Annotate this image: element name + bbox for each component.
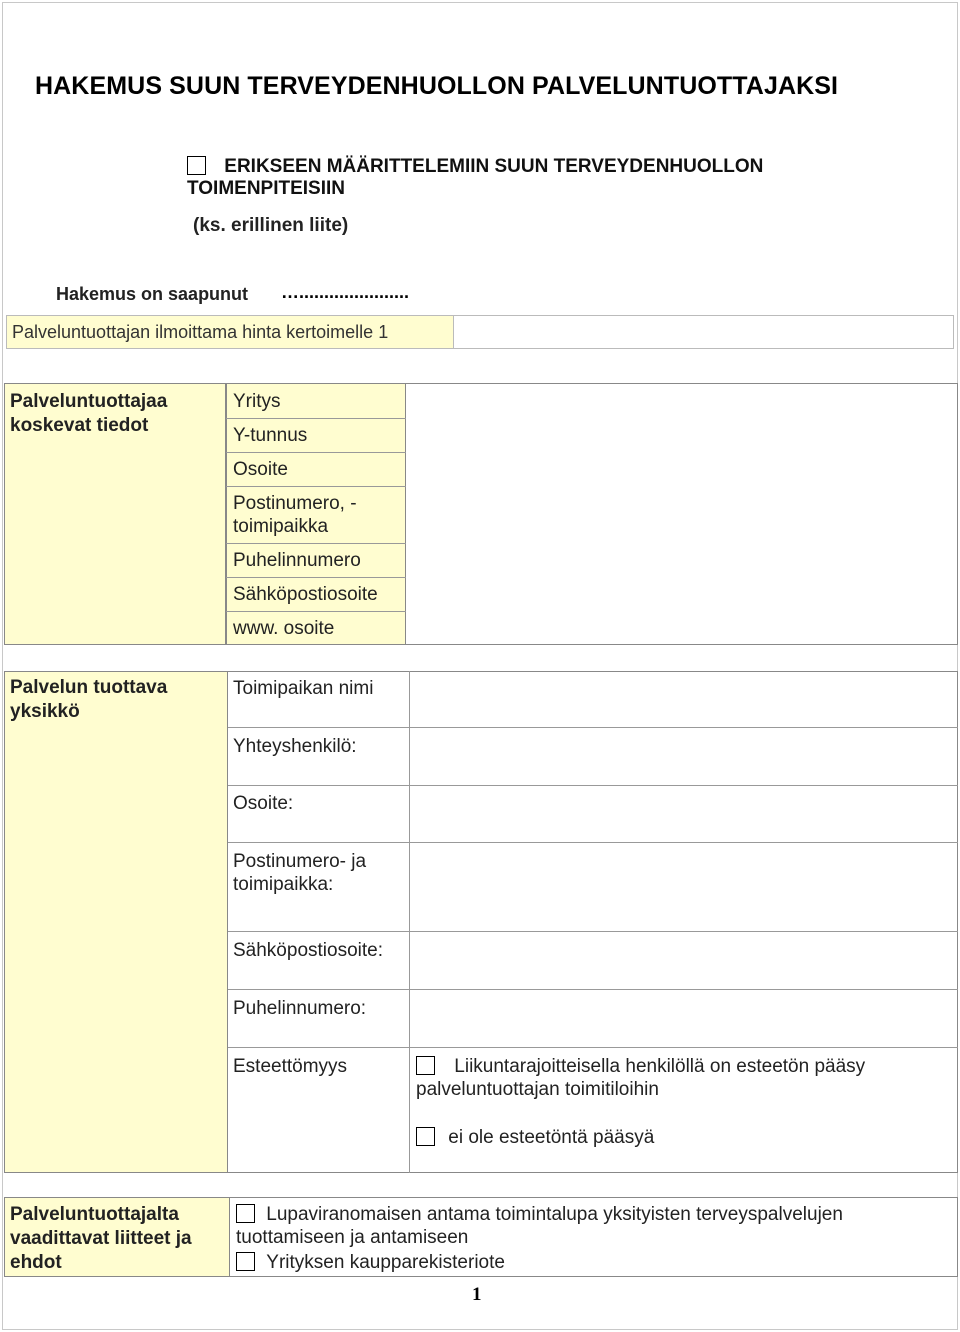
accessibility-option-no: [416, 1126, 654, 1149]
provider-section-label: Palveluntuottajaa koskevat tiedot: [10, 391, 168, 436]
accessibility-yes-label: Liikuntarajoitteisella henkilöllä on esteetön pääsy palveluntuottajan toimitiloihin: [416, 1056, 866, 1100]
unit-email-input[interactable]: [410, 932, 957, 989]
field-email: Sähköpostiosoite: [233, 584, 378, 605]
provider-section-label-cell: [4, 383, 226, 645]
page-title: HAKEMUS SUUN TERVEYDENHUOLLON PALVELUNTUOTTAJAKSI: [35, 72, 839, 100]
price-row: [6, 315, 954, 349]
attachment-license-label: Lupaviranomaisen antama toimintalupa yksityisten terveyspalvelujen tuottamiseen ja antamiseen: [236, 1204, 843, 1248]
field-unit-address: Osoite:: [233, 793, 294, 814]
field-company: Yritys: [233, 391, 281, 412]
field-phone: Puhelinnumero: [233, 550, 361, 571]
unit-address-input[interactable]: [410, 786, 957, 842]
page-number: 1: [472, 1284, 482, 1305]
appendix-note: (ks. erillinen liite): [193, 215, 349, 236]
price-label: Palveluntuottajan ilmoittama hinta kertoimelle 1: [7, 316, 454, 348]
provider-values-cell[interactable]: [406, 383, 958, 645]
attachments-section-label: Palveluntuottajalta vaadittavat liitteet ja ehdot: [10, 1204, 192, 1273]
field-www: www. osoite: [233, 618, 335, 639]
field-address: Osoite: [233, 459, 288, 480]
unit-section-label: Palvelun tuottava yksikkö: [10, 677, 168, 722]
received-label: Hakemus on saapunut: [56, 284, 249, 304]
accessibility-no-label: ei ole esteetöntä pääsyä: [448, 1127, 655, 1148]
field-unit-email: Sähköpostiosoite:: [233, 940, 383, 961]
field-contact-person: Yhteyshenkilö:: [233, 736, 357, 757]
received-value[interactable]: …......................: [281, 282, 410, 302]
attachment-trade-register-checkbox[interactable]: [236, 1252, 255, 1271]
special-procedures-label-line1: ERIKSEEN MÄÄRITTELEMIIN SUUN TERVEYDENHUOLLON: [224, 156, 764, 177]
accessibility-yes-checkbox[interactable]: [416, 1056, 435, 1075]
field-site-name: Toimipaikan nimi: [233, 678, 374, 699]
attachment-trade-register: [236, 1251, 505, 1274]
field-accessibility: Esteettömyys: [233, 1056, 348, 1077]
contact-person-input[interactable]: [410, 728, 957, 785]
site-name-input[interactable]: [410, 672, 957, 727]
special-procedures-option: [187, 156, 763, 200]
unit-postal-input[interactable]: [410, 843, 957, 931]
price-input[interactable]: [455, 316, 953, 348]
unit-phone-input[interactable]: [410, 990, 957, 1047]
field-business-id: Y-tunnus: [233, 425, 308, 446]
attachment-license-checkbox[interactable]: [236, 1204, 255, 1223]
special-procedures-label-line2: TOIMENPITEISIIN: [187, 178, 346, 199]
special-procedures-checkbox[interactable]: [187, 156, 206, 175]
field-postal: Postinumero, - toimipaikka: [233, 493, 357, 537]
accessibility-no-checkbox[interactable]: [416, 1127, 435, 1146]
attachment-license: [236, 1203, 916, 1249]
accessibility-option-yes: [416, 1055, 936, 1101]
attachment-trade-register-label: Yrityksen kaupparekisteriote: [266, 1252, 505, 1273]
attachments-section-label-cell: [4, 1197, 230, 1277]
field-unit-phone: Puhelinnumero:: [233, 998, 367, 1019]
field-unit-postal: Postinumero- ja toimipaikka:: [233, 851, 367, 895]
unit-section-label-cell: [4, 671, 228, 1173]
